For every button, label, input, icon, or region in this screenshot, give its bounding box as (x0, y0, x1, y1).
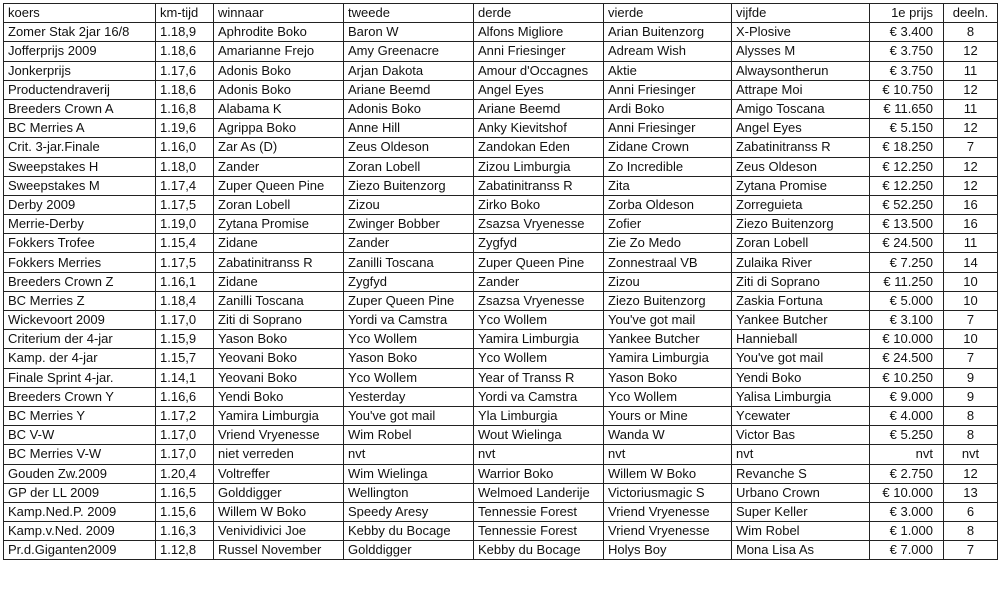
vijfde-cell: Super Keller (732, 502, 870, 521)
km-tijd-cell: 1.17,5 (156, 253, 214, 272)
winnaar-cell: Voltreffer (214, 464, 344, 483)
vijfde-cell: Attrape Moi (732, 80, 870, 99)
derde-cell: Yco Wollem (474, 311, 604, 330)
winnaar-cell: Yeovani Boko (214, 349, 344, 368)
vijfde-cell: Zulaika River (732, 253, 870, 272)
prijs-cell: € 3.400 (870, 23, 944, 42)
km-tijd-cell: 1.18,6 (156, 42, 214, 61)
header-vijfde: vijfde (732, 4, 870, 23)
vierde-cell: Zo Incredible (604, 157, 732, 176)
tweede-cell: Yco Wollem (344, 330, 474, 349)
header-km-tijd: km-tijd (156, 4, 214, 23)
winnaar-cell: Zuper Queen Pine (214, 176, 344, 195)
vierde-cell: Victoriusmagic S (604, 483, 732, 502)
winnaar-cell: Agrippa Boko (214, 119, 344, 138)
km-tijd-cell: 1.15,4 (156, 234, 214, 253)
derde-cell: Welmoed Landerije (474, 483, 604, 502)
derde-cell: nvt (474, 445, 604, 464)
vierde-cell: Zonnestraal VB (604, 253, 732, 272)
vierde-cell: Yco Wollem (604, 387, 732, 406)
derde-cell: Yamira Limburgia (474, 330, 604, 349)
km-tijd-cell: 1.16,1 (156, 272, 214, 291)
deelnemers-cell: 7 (944, 349, 998, 368)
tweede-cell: Zuper Queen Pine (344, 291, 474, 310)
winnaar-cell: Zar As (D) (214, 138, 344, 157)
tweede-cell: Golddigger (344, 541, 474, 560)
koers-cell: Breeders Crown Z (4, 272, 156, 291)
km-tijd-cell: 1.17,2 (156, 406, 214, 425)
table-row (4, 119, 998, 138)
deelnemers-cell: 7 (944, 138, 998, 157)
deelnemers-cell: 12 (944, 464, 998, 483)
vierde-cell: Aktie (604, 61, 732, 80)
vijfde-cell: Yankee Butcher (732, 311, 870, 330)
winnaar-cell: Adonis Boko (214, 80, 344, 99)
km-tijd-cell: 1.18,0 (156, 157, 214, 176)
prijs-cell: € 3.750 (870, 42, 944, 61)
vijfde-cell: Urbano Crown (732, 483, 870, 502)
vierde-cell: Vriend Vryenesse (604, 522, 732, 541)
table-row (4, 61, 998, 80)
km-tijd-cell: 1.15,9 (156, 330, 214, 349)
prijs-cell: € 5.000 (870, 291, 944, 310)
vijfde-cell: Zorreguieta (732, 195, 870, 214)
table-row (4, 311, 998, 330)
derde-cell: Zsazsa Vryenesse (474, 291, 604, 310)
winnaar-cell: niet verreden (214, 445, 344, 464)
winnaar-cell: Golddigger (214, 483, 344, 502)
winnaar-cell: Zabatinitranss R (214, 253, 344, 272)
derde-cell: Anky Kievitshof (474, 119, 604, 138)
table-row (4, 195, 998, 214)
koers-cell: BC Merries V-W (4, 445, 156, 464)
koers-cell: Breeders Crown A (4, 99, 156, 118)
table-row (4, 502, 998, 521)
km-tijd-cell: 1.17,6 (156, 61, 214, 80)
vierde-cell: Willem W Boko (604, 464, 732, 483)
winnaar-cell: Yendi Boko (214, 387, 344, 406)
koers-cell: Wickevoort 2009 (4, 311, 156, 330)
prijs-cell: € 3.100 (870, 311, 944, 330)
prijs-cell: € 2.750 (870, 464, 944, 483)
deelnemers-cell: 16 (944, 195, 998, 214)
koers-cell: BC V-W (4, 426, 156, 445)
vierde-cell: Arian Buitenzorg (604, 23, 732, 42)
table-row (4, 349, 998, 368)
km-tijd-cell: 1.18,4 (156, 291, 214, 310)
vierde-cell: Zita (604, 176, 732, 195)
tweede-cell: Zygfyd (344, 272, 474, 291)
km-tijd-cell: 1.18,9 (156, 23, 214, 42)
prijs-cell: € 24.500 (870, 234, 944, 253)
derde-cell: Tennessie Forest (474, 522, 604, 541)
winnaar-cell: Amarianne Frejo (214, 42, 344, 61)
tweede-cell: Kebby du Bocage (344, 522, 474, 541)
tweede-cell: Yesterday (344, 387, 474, 406)
vierde-cell: You've got mail (604, 311, 732, 330)
derde-cell: Tennessie Forest (474, 502, 604, 521)
koers-cell: Sweepstakes H (4, 157, 156, 176)
tweede-cell: You've got mail (344, 406, 474, 425)
table-row (4, 291, 998, 310)
vijfde-cell: Angel Eyes (732, 119, 870, 138)
winnaar-cell: Willem W Boko (214, 502, 344, 521)
deelnemers-cell: 12 (944, 119, 998, 138)
table-row (4, 406, 998, 425)
vijfde-cell: Zaskia Fortuna (732, 291, 870, 310)
tweede-cell: Ziezo Buitenzorg (344, 176, 474, 195)
deelnemers-cell: 11 (944, 61, 998, 80)
tweede-cell: nvt (344, 445, 474, 464)
header-koers: koers (4, 4, 156, 23)
table-row (4, 253, 998, 272)
prijs-cell: € 10.250 (870, 368, 944, 387)
tweede-cell: Zizou (344, 195, 474, 214)
table-row (4, 464, 998, 483)
koers-cell: Kamp. der 4-jar (4, 349, 156, 368)
deelnemers-cell: 12 (944, 157, 998, 176)
vijfde-cell: Zoran Lobell (732, 234, 870, 253)
prijs-cell: € 12.250 (870, 157, 944, 176)
vijfde-cell: Ziti di Soprano (732, 272, 870, 291)
deelnemers-cell: 7 (944, 311, 998, 330)
km-tijd-cell: 1.16,5 (156, 483, 214, 502)
derde-cell: Year of Transs R (474, 368, 604, 387)
prijs-cell: € 10.750 (870, 80, 944, 99)
deelnemers-cell: 9 (944, 368, 998, 387)
vierde-cell: Yamira Limburgia (604, 349, 732, 368)
deelnemers-cell: 13 (944, 483, 998, 502)
winnaar-cell: Yeovani Boko (214, 368, 344, 387)
table-row (4, 176, 998, 195)
tweede-cell: Arjan Dakota (344, 61, 474, 80)
winnaar-cell: Russel November (214, 541, 344, 560)
tweede-cell: Zoran Lobell (344, 157, 474, 176)
vijfde-cell: X-Plosive (732, 23, 870, 42)
vierde-cell: Zorba Oldeson (604, 195, 732, 214)
km-tijd-cell: 1.19,6 (156, 119, 214, 138)
deelnemers-cell: 8 (944, 426, 998, 445)
tweede-cell: Zander (344, 234, 474, 253)
km-tijd-cell: 1.17,0 (156, 426, 214, 445)
table-row (4, 215, 998, 234)
deelnemers-cell: nvt (944, 445, 998, 464)
prijs-cell: € 9.000 (870, 387, 944, 406)
derde-cell: Zuper Queen Pine (474, 253, 604, 272)
koers-cell: Derby 2009 (4, 195, 156, 214)
vierde-cell: Yours or Mine (604, 406, 732, 425)
vierde-cell: Adream Wish (604, 42, 732, 61)
tweede-cell: Baron W (344, 23, 474, 42)
tweede-cell: Anne Hill (344, 119, 474, 138)
km-tijd-cell: 1.20,4 (156, 464, 214, 483)
vijfde-cell: Alwaysontherun (732, 61, 870, 80)
table-row (4, 522, 998, 541)
prijs-cell: € 10.000 (870, 483, 944, 502)
prijs-cell: € 24.500 (870, 349, 944, 368)
prijs-cell: € 5.250 (870, 426, 944, 445)
winnaar-cell: Zander (214, 157, 344, 176)
deelnemers-cell: 9 (944, 387, 998, 406)
derde-cell: Ariane Beemd (474, 99, 604, 118)
vierde-cell: Holys Boy (604, 541, 732, 560)
tweede-cell: Zanilli Toscana (344, 253, 474, 272)
derde-cell: Yla Limburgia (474, 406, 604, 425)
deelnemers-cell: 12 (944, 80, 998, 99)
header-vierde: vierde (604, 4, 732, 23)
vijfde-cell: Zabatinitranss R (732, 138, 870, 157)
winnaar-cell: Zoran Lobell (214, 195, 344, 214)
vijfde-cell: Wim Robel (732, 522, 870, 541)
koers-cell: Finale Sprint 4-jar. (4, 368, 156, 387)
prijs-cell: nvt (870, 445, 944, 464)
vierde-cell: Wanda W (604, 426, 732, 445)
vierde-cell: Vriend Vryenesse (604, 502, 732, 521)
vijfde-cell: Amigo Toscana (732, 99, 870, 118)
vierde-cell: Ziezo Buitenzorg (604, 291, 732, 310)
vierde-cell: Zofier (604, 215, 732, 234)
deelnemers-cell: 8 (944, 23, 998, 42)
vijfde-cell: Alysses M (732, 42, 870, 61)
header-tweede: tweede (344, 4, 474, 23)
deelnemers-cell: 16 (944, 215, 998, 234)
table-row (4, 368, 998, 387)
deelnemers-cell: 14 (944, 253, 998, 272)
vierde-cell: Anni Friesinger (604, 80, 732, 99)
prijs-cell: € 11.250 (870, 272, 944, 291)
km-tijd-cell: 1.19,0 (156, 215, 214, 234)
prijs-cell: € 3.750 (870, 61, 944, 80)
vierde-cell: Yason Boko (604, 368, 732, 387)
vijfde-cell: Revanche S (732, 464, 870, 483)
koers-cell: BC Merries Z (4, 291, 156, 310)
vierde-cell: Zizou (604, 272, 732, 291)
table-row (4, 42, 998, 61)
deelnemers-cell: 12 (944, 176, 998, 195)
koers-cell: Gouden Zw.2009 (4, 464, 156, 483)
derde-cell: Zander (474, 272, 604, 291)
vijfde-cell: Ycewater (732, 406, 870, 425)
deelnemers-cell: 12 (944, 42, 998, 61)
koers-cell: Criterium der 4-jar (4, 330, 156, 349)
koers-cell: GP der LL 2009 (4, 483, 156, 502)
table-row (4, 387, 998, 406)
table-row (4, 272, 998, 291)
tweede-cell: Ariane Beemd (344, 80, 474, 99)
km-tijd-cell: 1.14,1 (156, 368, 214, 387)
deelnemers-cell: 11 (944, 234, 998, 253)
koers-cell: Productendraverij (4, 80, 156, 99)
prijs-cell: € 3.000 (870, 502, 944, 521)
header-deelnemers: deeln. (944, 4, 998, 23)
koers-cell: Jonkerprijs (4, 61, 156, 80)
derde-cell: Zizou Limburgia (474, 157, 604, 176)
derde-cell: Anni Friesinger (474, 42, 604, 61)
tweede-cell: Adonis Boko (344, 99, 474, 118)
koers-cell: Kamp.Ned.P. 2009 (4, 502, 156, 521)
km-tijd-cell: 1.16,8 (156, 99, 214, 118)
prijs-cell: € 10.000 (870, 330, 944, 349)
winnaar-cell: Zidane (214, 272, 344, 291)
vijfde-cell: Mona Lisa As (732, 541, 870, 560)
table-row (4, 23, 998, 42)
derde-cell: Zygfyd (474, 234, 604, 253)
km-tijd-cell: 1.17,4 (156, 176, 214, 195)
prijs-cell: € 11.650 (870, 99, 944, 118)
vierde-cell: Anni Friesinger (604, 119, 732, 138)
deelnemers-cell: 10 (944, 330, 998, 349)
winnaar-cell: Zidane (214, 234, 344, 253)
km-tijd-cell: 1.16,3 (156, 522, 214, 541)
table-row (4, 157, 998, 176)
derde-cell: Angel Eyes (474, 80, 604, 99)
table-row (4, 99, 998, 118)
koers-cell: Sweepstakes M (4, 176, 156, 195)
deelnemers-cell: 8 (944, 406, 998, 425)
km-tijd-cell: 1.17,0 (156, 311, 214, 330)
koers-cell: Breeders Crown Y (4, 387, 156, 406)
koers-cell: BC Merries A (4, 119, 156, 138)
tweede-cell: Wellington (344, 483, 474, 502)
prijs-cell: € 52.250 (870, 195, 944, 214)
winnaar-cell: Vriend Vryenesse (214, 426, 344, 445)
vijfde-cell: Yalisa Limburgia (732, 387, 870, 406)
table-row (4, 426, 998, 445)
tweede-cell: Yason Boko (344, 349, 474, 368)
prijs-cell: € 13.500 (870, 215, 944, 234)
derde-cell: Zandokan Eden (474, 138, 604, 157)
derde-cell: Kebby du Bocage (474, 541, 604, 560)
vijfde-cell: nvt (732, 445, 870, 464)
derde-cell: Zabatinitranss R (474, 176, 604, 195)
deelnemers-cell: 8 (944, 522, 998, 541)
derde-cell: Warrior Boko (474, 464, 604, 483)
koers-cell: Fokkers Merries (4, 253, 156, 272)
table-row (4, 138, 998, 157)
km-tijd-cell: 1.15,7 (156, 349, 214, 368)
prijs-cell: € 12.250 (870, 176, 944, 195)
derde-cell: Alfons Migliore (474, 23, 604, 42)
derde-cell: Zirko Boko (474, 195, 604, 214)
winnaar-cell: Alabama K (214, 99, 344, 118)
derde-cell: Wout Wielinga (474, 426, 604, 445)
tweede-cell: Yco Wollem (344, 368, 474, 387)
koers-cell: Zomer Stak 2jar 16/8 (4, 23, 156, 42)
derde-cell: Zsazsa Vryenesse (474, 215, 604, 234)
table-row (4, 445, 998, 464)
prijs-cell: € 4.000 (870, 406, 944, 425)
km-tijd-cell: 1.18,6 (156, 80, 214, 99)
km-tijd-cell: 1.16,0 (156, 138, 214, 157)
winnaar-cell: Ziti di Soprano (214, 311, 344, 330)
winnaar-cell: Yason Boko (214, 330, 344, 349)
winnaar-cell: Aphrodite Boko (214, 23, 344, 42)
table-row (4, 330, 998, 349)
km-tijd-cell: 1.16,6 (156, 387, 214, 406)
tweede-cell: Yordi va Camstra (344, 311, 474, 330)
prijs-cell: € 7.250 (870, 253, 944, 272)
koers-cell: Fokkers Trofee (4, 234, 156, 253)
race-results-table (3, 3, 998, 560)
vijfde-cell: Hannieball (732, 330, 870, 349)
koers-cell: Jofferprijs 2009 (4, 42, 156, 61)
winnaar-cell: Yamira Limburgia (214, 406, 344, 425)
vijfde-cell: Ziezo Buitenzorg (732, 215, 870, 234)
koers-cell: Merrie-Derby (4, 215, 156, 234)
koers-cell: Pr.d.Giganten2009 (4, 541, 156, 560)
results-sheet (3, 3, 997, 591)
winnaar-cell: Adonis Boko (214, 61, 344, 80)
tweede-cell: Wim Robel (344, 426, 474, 445)
table-row (4, 541, 998, 560)
tweede-cell: Amy Greenacre (344, 42, 474, 61)
deelnemers-cell: 10 (944, 291, 998, 310)
deelnemers-cell: 11 (944, 99, 998, 118)
km-tijd-cell: 1.15,6 (156, 502, 214, 521)
vierde-cell: nvt (604, 445, 732, 464)
deelnemers-cell: 7 (944, 541, 998, 560)
koers-cell: Kamp.v.Ned. 2009 (4, 522, 156, 541)
winnaar-cell: Zanilli Toscana (214, 291, 344, 310)
winnaar-cell: Venividivici Joe (214, 522, 344, 541)
tweede-cell: Speedy Aresy (344, 502, 474, 521)
koers-cell: Crit. 3-jar.Finale (4, 138, 156, 157)
table-row (4, 483, 998, 502)
header-row (4, 4, 998, 23)
koers-cell: BC Merries Y (4, 406, 156, 425)
prijs-cell: € 1.000 (870, 522, 944, 541)
vijfde-cell: Zeus Oldeson (732, 157, 870, 176)
header-derde: derde (474, 4, 604, 23)
vierde-cell: Yankee Butcher (604, 330, 732, 349)
vijfde-cell: You've got mail (732, 349, 870, 368)
winnaar-cell: Zytana Promise (214, 215, 344, 234)
prijs-cell: € 18.250 (870, 138, 944, 157)
derde-cell: Amour d'Occagnes (474, 61, 604, 80)
vierde-cell: Zidane Crown (604, 138, 732, 157)
vijfde-cell: Victor Bas (732, 426, 870, 445)
prijs-cell: € 5.150 (870, 119, 944, 138)
derde-cell: Yco Wollem (474, 349, 604, 368)
tweede-cell: Zwinger Bobber (344, 215, 474, 234)
vierde-cell: Ardi Boko (604, 99, 732, 118)
table-row (4, 80, 998, 99)
km-tijd-cell: 1.17,5 (156, 195, 214, 214)
prijs-cell: € 7.000 (870, 541, 944, 560)
deelnemers-cell: 6 (944, 502, 998, 521)
tweede-cell: Zeus Oldeson (344, 138, 474, 157)
km-tijd-cell: 1.12,8 (156, 541, 214, 560)
km-tijd-cell: 1.17,0 (156, 445, 214, 464)
derde-cell: Yordi va Camstra (474, 387, 604, 406)
vijfde-cell: Zytana Promise (732, 176, 870, 195)
header-winnaar: winnaar (214, 4, 344, 23)
deelnemers-cell: 10 (944, 272, 998, 291)
tweede-cell: Wim Wielinga (344, 464, 474, 483)
table-row (4, 234, 998, 253)
vijfde-cell: Yendi Boko (732, 368, 870, 387)
header-1e-prijs: 1e prijs (870, 4, 944, 23)
vierde-cell: Zie Zo Medo (604, 234, 732, 253)
